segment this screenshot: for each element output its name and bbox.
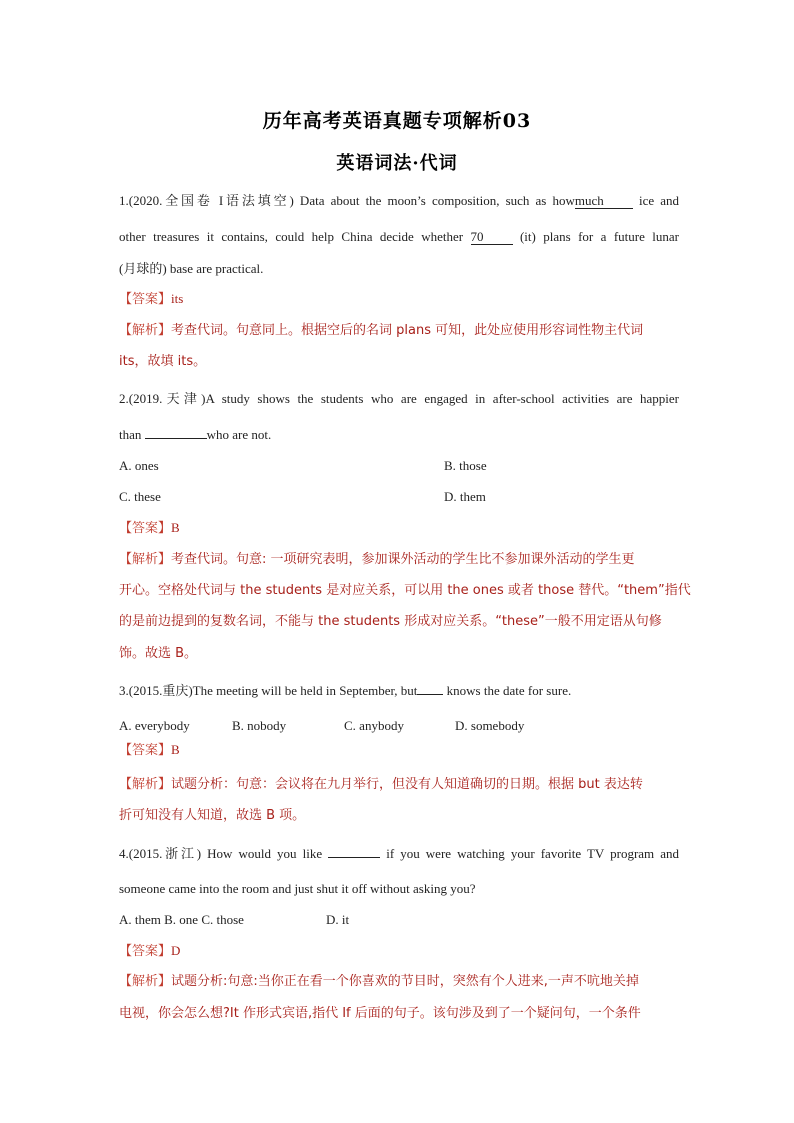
document-title: 历年高考英语真题专项解析03	[262, 110, 532, 132]
q1-blank-2: 70	[471, 229, 513, 245]
document-subtitle: 英语词法·代词	[336, 153, 458, 174]
q3-option-a: A. everybody	[119, 718, 190, 733]
q2-option-c: C. these	[119, 489, 161, 504]
q2-option-b: B. those	[444, 458, 487, 473]
q1-analysis-line-1: 【解析】考查代词。句意同上。根据空后的名词 plans 可知，此处应使用形容词性物主代词	[119, 323, 644, 338]
q3-option-d: D. somebody	[455, 718, 525, 733]
q4-analysis-line-1: 【解析】试题分析:句意:当你正在看一个你喜欢的节目时，突然有个人进来,一声不吭地关掉	[119, 974, 639, 989]
q3-option-b: B. nobody	[232, 718, 287, 733]
q4-option-d: D. it	[326, 912, 350, 927]
q3-analysis-line-1: 【解析】试题分析：句意：会议将在九月举行，但没有人知道确切的日期。根据 but 表达转	[119, 777, 643, 792]
q2-line-2: than who are not.	[119, 427, 272, 442]
q3-answer: 【答案】B	[119, 742, 180, 758]
q2-analysis-line-2: 开心。空格处代词与 the students 是对应关系，可以用 the ones 或者 those 替代。“them”指代	[119, 583, 691, 598]
q4-line-2: someone came into the room and just shut it off without asking you?	[119, 881, 476, 896]
q1-answer: 【答案】its	[119, 291, 184, 307]
q3-blank	[417, 694, 443, 695]
q4-line-1: 4.(2015.浙江) How would you like if you were watching your favorite TV program and	[119, 846, 679, 861]
q2-analysis-line-4: 饰。故选 B。	[119, 646, 198, 661]
q1-line-3: (月球的) base are practical.	[119, 261, 264, 276]
q4-answer: 【答案】D	[119, 943, 181, 959]
q1-blank-1: much	[575, 193, 633, 209]
q1-line-1: 1.(2020.全国卷 I语法填空) Data about the moon’s composition, such as howmuch ice and	[119, 193, 679, 208]
q2-option-a: A. ones	[119, 458, 159, 473]
q2-line-1: 2.(2019.天津)A study shows the students who are engaged in after-school activities are happier	[119, 391, 679, 406]
q2-analysis-line-1: 【解析】考查代词。句意: 一项研究表明，参加课外活动的学生比不参加课外活动的学生更	[119, 552, 635, 567]
q2-answer: 【答案】B	[119, 520, 180, 536]
q4-options-abc: A. them B. one C. those	[119, 912, 244, 927]
q1-line-2: other treasures it contains, could help China decide whether 70 (it) plans for a future lunar	[119, 229, 680, 244]
q3-option-c: C. anybody	[344, 718, 404, 733]
q2-analysis-line-3: 的是前边提到的复数名词，不能与 the students 形成对应关系。“these”一般不用定语从句修	[119, 614, 662, 629]
q2-option-d: D. them	[444, 489, 486, 504]
q3-line-1: 3.(2015.重庆)The meeting will be held in September, but knows the date for sure.	[119, 683, 572, 698]
q2-blank	[145, 438, 207, 439]
q1-analysis-line-2: its，故填 its。	[119, 354, 207, 369]
q4-analysis-line-2: 电视，你会怎么想?It 作形式宾语,指代 If 后面的句子。该句涉及到了一个疑问句，一个条件	[119, 1006, 641, 1021]
q3-analysis-line-2: 折可知没有人知道，故选 B 项。	[119, 808, 306, 823]
q4-blank	[328, 857, 380, 858]
